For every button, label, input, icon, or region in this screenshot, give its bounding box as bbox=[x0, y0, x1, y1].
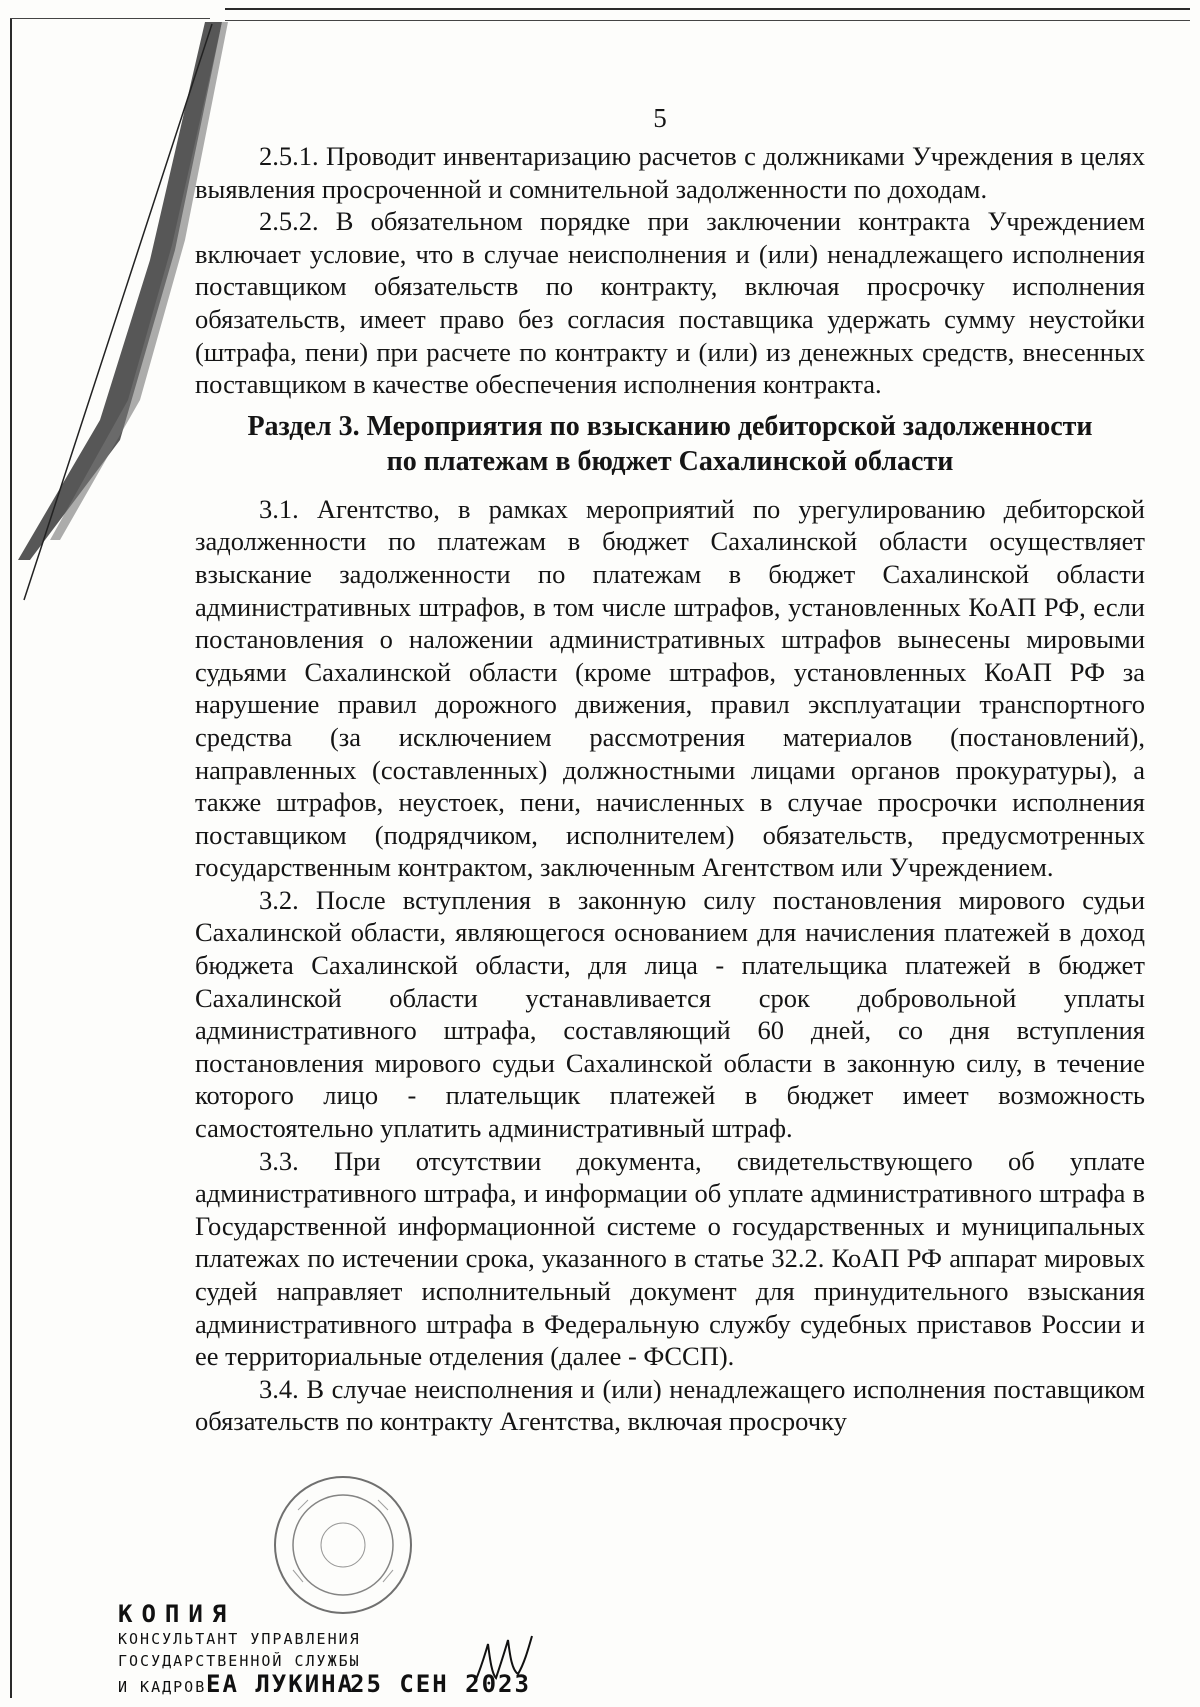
document-body bbox=[195, 140, 1145, 1438]
copy-stamp-name: ЕА ЛУКИНА bbox=[206, 1670, 355, 1698]
scan-border-top bbox=[225, 8, 1190, 10]
paragraph-2-5-1: 2.5.1. Проводит инвентаризацию расчетов с должниками Учреждения в целях выявления просроченной и сомнительной задолженности по доходам. bbox=[195, 141, 1145, 204]
copy-stamp-position: КОНСУЛЬТАНТ УПРАВЛЕНИЯ bbox=[118, 1630, 361, 1648]
paragraph-3-4: 3.4. В случае неисполнения и (или) ненадлежащего исполнения поставщиком обязательств по контракту Агентства, включая просрочку bbox=[195, 1373, 1145, 1437]
signature bbox=[470, 1630, 540, 1690]
section-3-heading-line2: по платежам в бюджет Сахалинской области bbox=[386, 445, 954, 477]
copy-stamp-department: ГОСУДАРСТВЕННОЙ СЛУЖБЫ bbox=[118, 1652, 361, 1670]
copy-stamp-title: КОПИЯ bbox=[118, 1600, 236, 1628]
section-3-heading bbox=[195, 409, 1145, 479]
copy-stamp-date: 25 СЕН 2023 bbox=[350, 1670, 531, 1698]
paragraph-3-3: 3.3. При отсутствии документа, свидетельствующего об уплате административного штрафа, и информации об уплате административного штрафа в Государственной информационной системе о государственных и муниципальных платежах по истечении срока, указанного в статье 32.2. КоАП РФ аппарат мировых судей направляет исполнительный документ для принудительного взыскания административного штрафа в Федеральную службу судебных приставов России и ее территориальные отделения (далее - ФССП). bbox=[195, 1145, 1145, 1372]
paragraph-2-5-2: 2.5.2. В обязательном порядке при заключении контракта Учреждением включает условие, что в случае неисполнения и (или) ненадлежащего исполнения поставщиком обязательств по контракту, включая просрочку исполнения обязательств, имеет право без согласия поставщика удержать сумму неустойки (штрафа, пени) при расчете по контракту и (или) из денежных средств, внесенных поставщиком в качестве обеспечения исполнения контракта. bbox=[195, 206, 1145, 400]
copy-stamp-department-end: И КАДРОВ bbox=[118, 1678, 207, 1696]
page-number: 5 bbox=[653, 103, 667, 133]
paragraph-3-2: 3.2. После вступления в законную силу постановления мирового судьи Сахалинской области, являющегося основанием для начисления платежей в доход бюджета Сахалинской области, для лица - плательщика платежей в бюджет Сахалинской области устанавливается срок добровольной уплаты административного штрафа, составляющий 60 дней, со дня вступления постановления мирового судьи Сахалинской области в законную силу, в течение которого лицо - плательщик платежей в бюджет имеет возможность самостоятельно уплатить административный штраф. bbox=[195, 884, 1145, 1144]
paragraph-3-1: 3.1. Агентство, в рамках мероприятий по урегулированию дебиторской задолженности по платежам в бюджет Сахалинской области осуществляет взыскание задолженности по платежам в бюджет Сахалинской области административных штрафов, в том числе штрафов, установленных КоАП РФ, если постановления о наложении административных штрафов вынесены мировыми судьями Сахалинской области (кроме штрафов, установленных КоАП РФ за нарушение правил дорожного движения, правил эксплуатации транспортного средства (за исключением рассмотрения материалов (постановлений), направленных (составленных) должностными лицами органов прокуратуры), а также штрафов, неустоек, пени, начисленных в случае просрочки исполнения поставщиком (подрядчиком, исполнителем) обязательств, предусмотренных государственным контрактом, заключенным Агентством или Учреждением. bbox=[195, 493, 1145, 883]
round-seal bbox=[268, 1470, 418, 1620]
scan-border-top-inner bbox=[225, 20, 1190, 21]
section-3-heading-line1: Раздел 3. Мероприятия по взысканию дебиторской задолженности bbox=[247, 410, 1093, 442]
